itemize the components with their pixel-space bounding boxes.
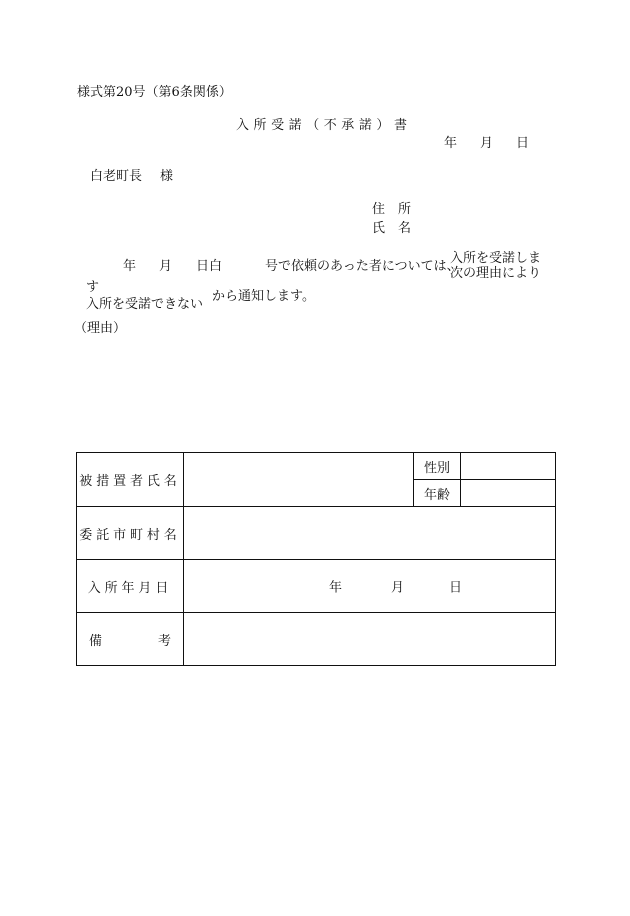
document-title: 入所受諾（不承諾）書	[236, 118, 412, 133]
gender-input-cell[interactable]	[461, 453, 556, 480]
reason-label: （理由）	[74, 321, 127, 336]
remarks-label-1: 備	[89, 633, 103, 649]
municipality-label: 委託市町村名	[79, 527, 181, 543]
admission-date-label-cell	[77, 560, 184, 613]
admission-date-input-cell[interactable]	[184, 560, 556, 613]
municipality-label-cell	[77, 507, 184, 560]
option-accept-line1: 入所を受諾しま	[450, 251, 542, 266]
body-month: 月	[159, 259, 173, 274]
age-input-cell[interactable]	[461, 480, 556, 507]
date-year: 年	[444, 136, 458, 151]
admission-day: 日	[449, 580, 463, 596]
gender-label: 性別	[414, 453, 461, 480]
sender-address-label: 住 所	[372, 202, 412, 217]
remarks-label-2: 考	[157, 633, 171, 649]
option-reason: 次の理由により	[450, 266, 542, 281]
admission-month: 月	[391, 580, 405, 596]
municipality-input-cell[interactable]	[184, 507, 556, 560]
name-label: 被措置者氏名	[79, 474, 181, 489]
option-accept-line2: す	[86, 280, 100, 295]
name-label-cell	[77, 453, 184, 507]
admission-year: 年	[329, 580, 343, 596]
body-number-suffix: 号で依頼のあった者については、	[265, 259, 460, 274]
sender-name-label: 氏 名	[372, 221, 412, 236]
age-label: 年齢	[414, 480, 461, 507]
remarks-label-cell	[77, 613, 184, 666]
admission-date-label: 入所年月日	[87, 580, 173, 596]
body-closing: から通知します。	[212, 289, 315, 304]
name-input-cell[interactable]	[184, 453, 414, 507]
body-day-prefix: 日白	[196, 259, 223, 274]
addressee-honorific: 様	[160, 169, 174, 184]
addressee-name: 白老町長	[90, 169, 143, 184]
form-number: 様式第20号（第6条関係）	[77, 85, 232, 100]
body-year: 年	[123, 259, 137, 274]
recipient-info-table	[76, 452, 556, 666]
date-month: 月	[480, 136, 494, 151]
option-reject: 入所を受諾できない	[86, 297, 204, 312]
remarks-input-cell[interactable]	[184, 613, 556, 666]
date-day: 日	[516, 136, 530, 151]
